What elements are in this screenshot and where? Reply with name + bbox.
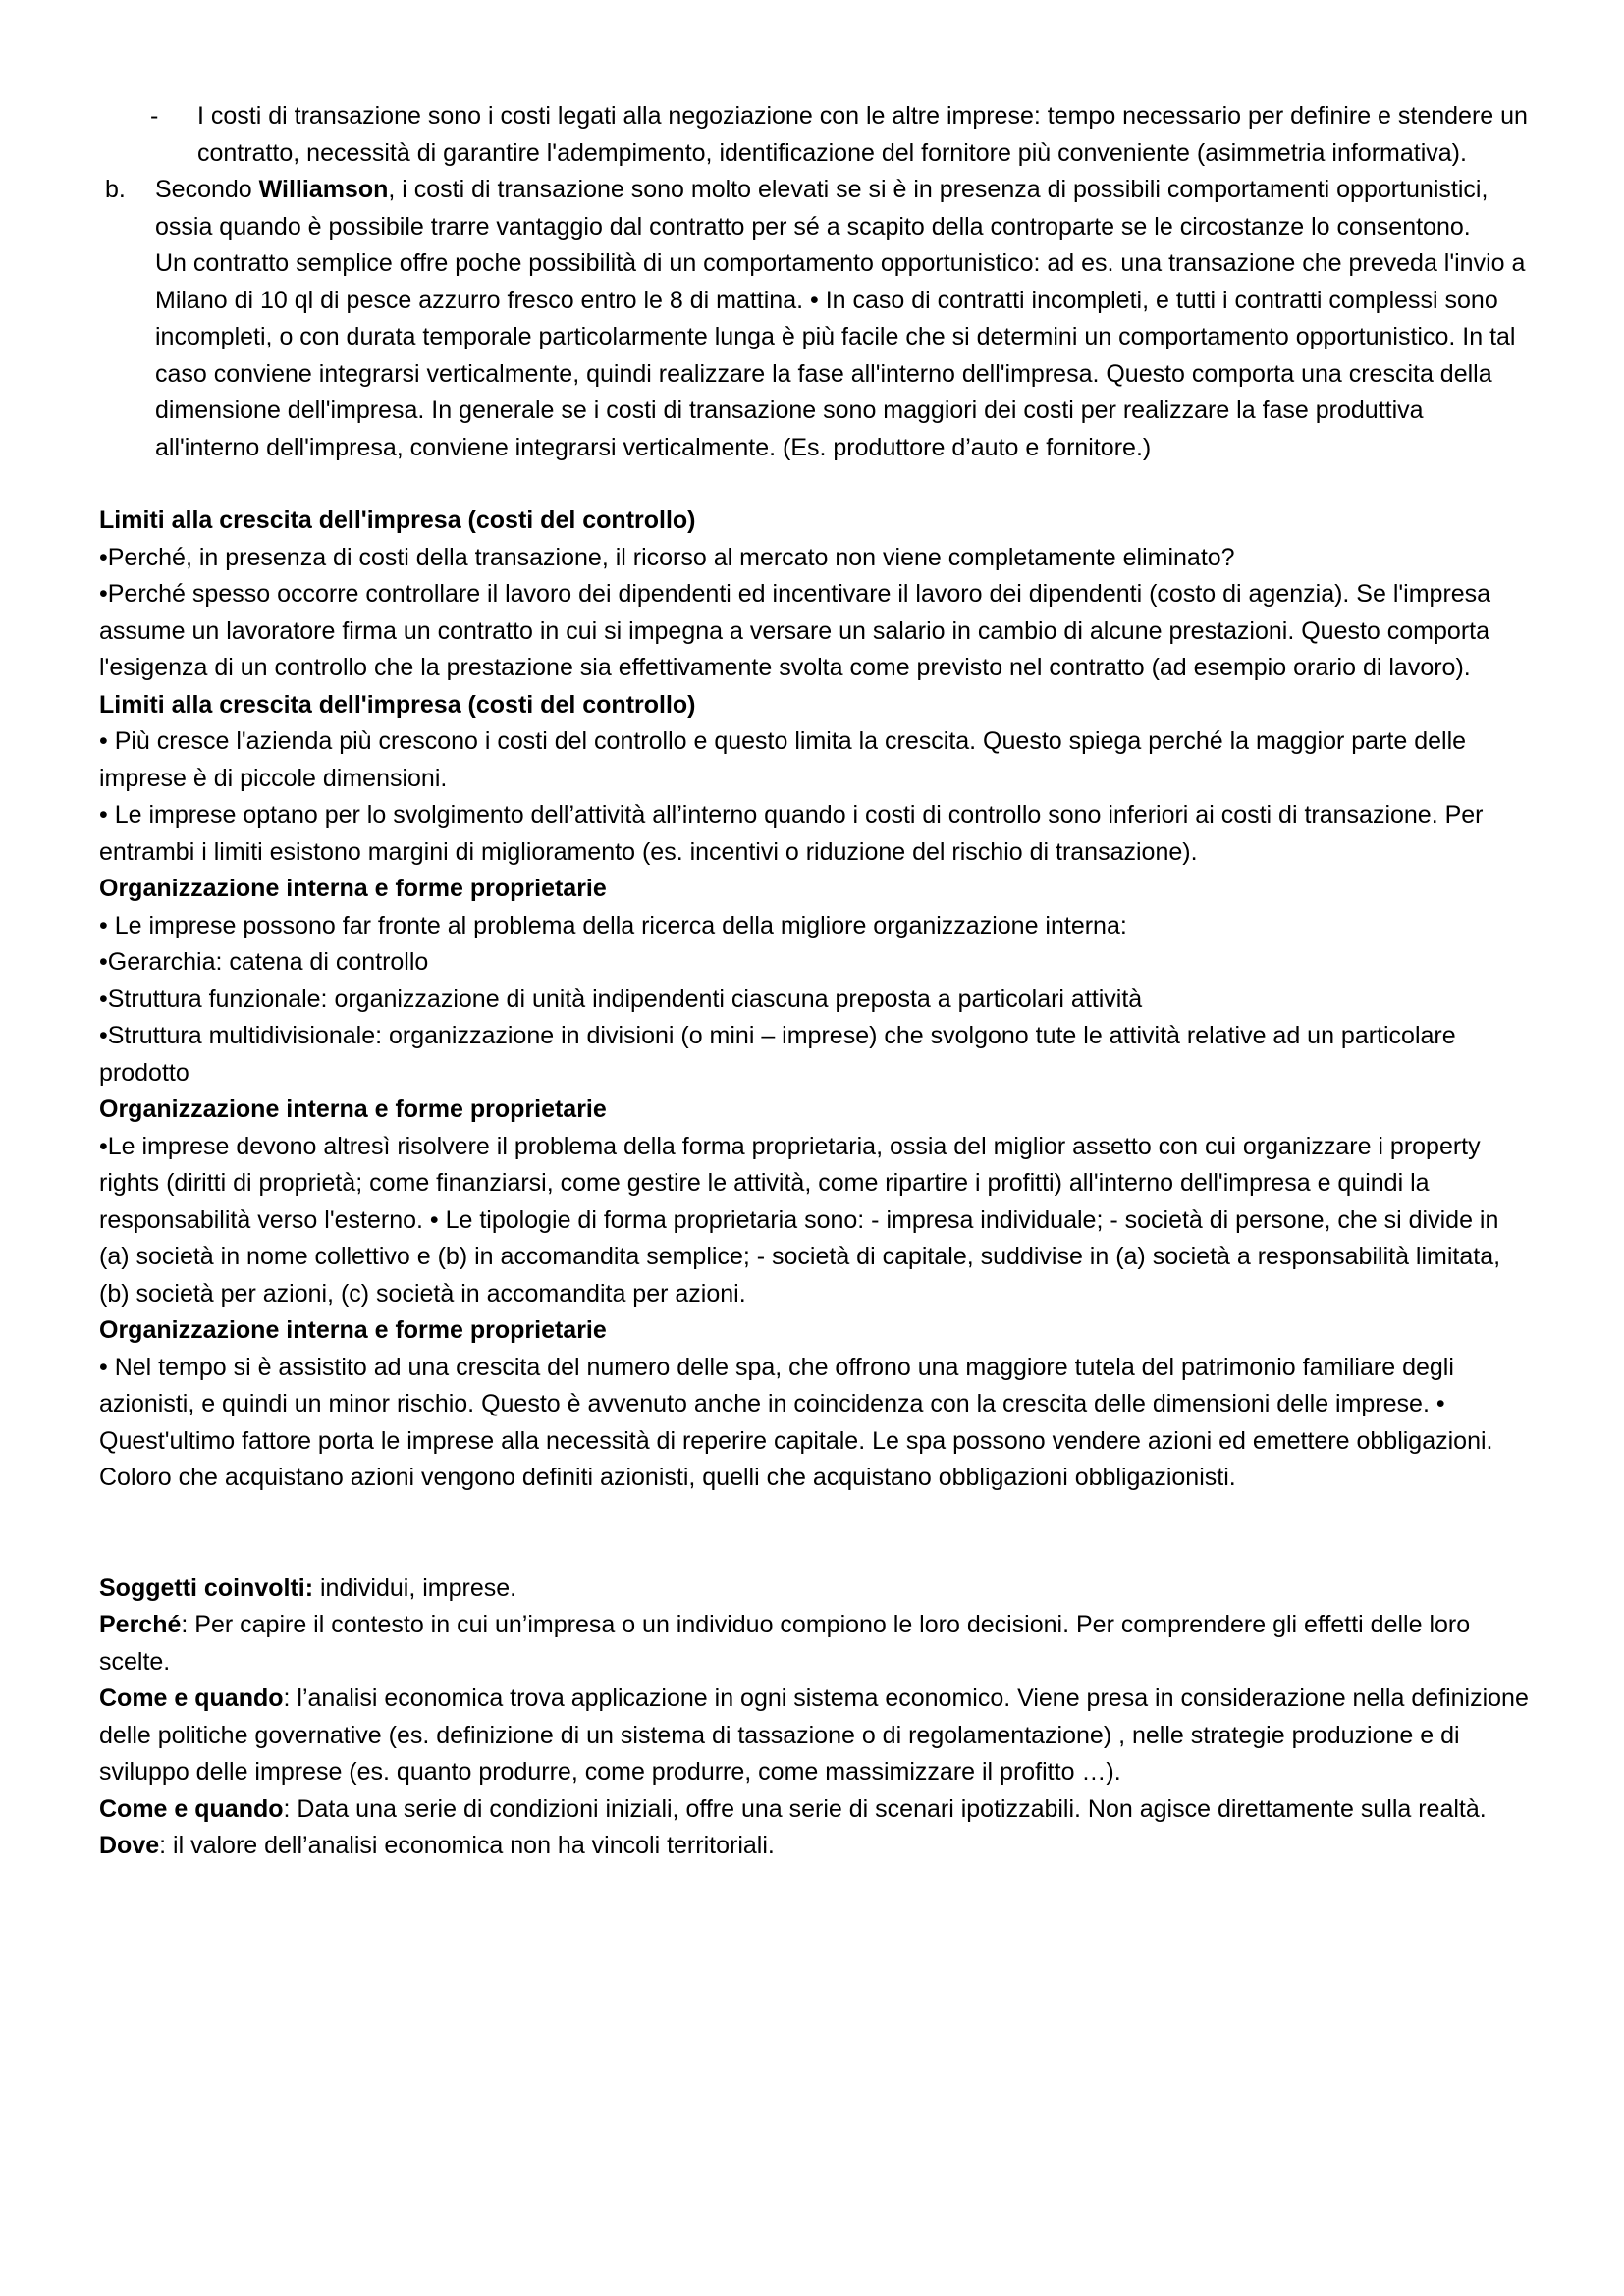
- summary-text: : Data una serie di condizioni iniziali, offre una serie di scenari ipotizzabili. Non agisce direttamente sulla realtà.: [283, 1794, 1487, 1823]
- paragraph: •Perché, in presenza di costi della transazione, il ricorso al mercato non viene completamente eliminato?: [99, 543, 1235, 571]
- list-item-text-pre: Secondo: [155, 176, 259, 203]
- section-heading-org-2: Organizzazione interna e forme proprietarie: [99, 1095, 607, 1123]
- paragraph: • Nel tempo si è assistito ad una crescita del numero delle spa, che offrono una maggiore tutela del patrimonio familiare degli azionisti, e quindi un minor rischio. Questo è avvenuto anche in coincidenza con la crescita delle dimensioni delle imprese. • Quest'ultimo fattore porta le imprese alla necessità di reperire capitale. Le spa possono vendere azioni ed emettere obbligazioni. Coloro che acquistano azioni vengono definiti azionisti, quelli che acquistano obbligazioni obbligazionisti.: [99, 1353, 1493, 1491]
- paragraph: •Perché spesso occorre controllare il lavoro dei dipendenti ed incentivare il lavoro dei dipendenti (costo di agenzia). Se l'impresa assume un lavoratore firma un contratto in cui si impegna a versare un salario in cambio di alcune prestazioni. Questo comporta l'esigenza di un controllo che la prestazione sia effettivamente svolta come previsto nel contratto (ad esempio orario di lavoro).: [99, 580, 1491, 681]
- author-name: Williamson: [258, 176, 389, 203]
- summary-come-quando-1: [99, 1681, 1533, 1791]
- paragraph: • Le imprese possono far fronte al problema della ricerca della migliore organizzazione interna:: [99, 911, 1127, 939]
- summary-perche: [99, 1607, 1533, 1681]
- summary-label: Come e quando: [99, 1794, 284, 1823]
- summary-label: Soggetti coinvolti:: [99, 1574, 314, 1602]
- summary-text: : Per capire il contesto in cui un’impresa o un individuo compiono le loro decisioni. Per comprendere gli effetti delle loro scelte.: [99, 1611, 1471, 1676]
- paragraph: • Più cresce l'azienda più crescono i costi del controllo e questo limita la crescita. Questo spiega perché la maggior parte delle imprese è di piccole dimensioni.: [99, 727, 1467, 792]
- summary-text: : l’analisi economica trova applicazione in ogni sistema economico. Viene presa in considerazione nella definizione delle politiche governative (es. definizione di un sistema di tassazione o di regolamentazione) , nelle strategie produzione e di sviluppo delle imprese (es. quanto produrre, come produrre, come massimizzare il profitto …).: [99, 1684, 1529, 1786]
- paragraph: •Struttura funzionale: organizzazione di unità indipendenti ciascuna preposta a particolari attività: [99, 985, 1143, 1013]
- list-marker-b: b.: [105, 176, 126, 203]
- paragraph: •Struttura multidivisionale: organizzazione in divisioni (o mini – imprese) che svolgono tute le attività relative ad un particolare prodotto: [99, 1022, 1456, 1087]
- paragraph: •Le imprese devono altresì risolvere il problema della forma proprietaria, ossia del miglior assetto con cui organizzare i property rights (diritti di proprietà; come finanziarsi, come gestire le attività, come ripartire i profitti) all'interno dell'impresa e quindi la responsabilità verso l'esterno. • Le tipologie di forma proprietaria sono: - impresa individuale; - società di persone, che si divide in (a) società in nome collettivo e (b) in accomandita semplice; - società di capitale, suddivise in (a) società a responsabilità limitata, (b) società per azioni, (c) società in accomandita per azioni.: [99, 1132, 1501, 1308]
- summary-label: Dove: [99, 1832, 160, 1859]
- section-heading-limiti-1: Limiti alla crescita dell'impresa (costi del controllo): [99, 507, 696, 534]
- list-item-continuation: Un contratto semplice offre poche possibilità di un comportamento opportunistico: ad es. una transazione che preveda l'invio a Milano di 10 ql di pesce azzurro fresco entro le 8 di mattina. • In caso di contratti incompleti, e tutti i contratti complessi sono incompleti, o con durata temporale particolarmente lunga è più facile che si determini un comportamento opportunistico. In tal caso conviene integrarsi verticalmente, quindi realizzare la fase all'interno dell'impresa. Questo comporta una crescita della dimensione dell'impresa. In generale se i costi di transazione sono maggiori dei costi per realizzare la fase produttiva all'interno dell'impresa, conviene integrarsi verticalmente. (Es. produttore d’auto e fornitore.): [155, 249, 1526, 461]
- list-item-text: I costi di transazione sono i costi legati alla negoziazione con le altre imprese: tempo necessario per definire e stendere un contratto, necessità di garantire l'adempimento, identificazione del fornitore più conveniente (asimmetria informativa).: [197, 102, 1528, 167]
- list-item-transaction-costs: [99, 98, 1533, 172]
- list-item-williamson: [99, 172, 1533, 245]
- section-heading-org-1: Organizzazione interna e forme proprietarie: [99, 875, 607, 902]
- list-item-text-post: , i costi di transazione sono molto elevati se si è in presenza di possibili comportamenti opportunistici, ossia quando è possibile trarre vantaggio dal contratto per sé a scapito della controparte se le circostanze lo consentono.: [155, 176, 1489, 240]
- list-marker-dash: -: [150, 102, 159, 130]
- document-page: [99, 98, 1533, 1865]
- paragraph: • Le imprese optano per lo svolgimento dell’attività all’interno quando i costi di controllo sono inferiori ai costi di transazione. Per entrambi i limiti esistono margini di miglioramento (es. incentivi o riduzione del rischio di transazione).: [99, 801, 1484, 866]
- summary-text: : il valore dell’analisi economica non ha vincoli territoriali.: [159, 1832, 775, 1859]
- paragraph: •Gerarchia: catena di controllo: [99, 948, 429, 976]
- section-heading-org-3: Organizzazione interna e forme proprietarie: [99, 1316, 607, 1344]
- summary-soggetti: [99, 1571, 1533, 1608]
- summary-come-quando-2: [99, 1791, 1533, 1829]
- summary-dove: [99, 1828, 1533, 1865]
- summary-text: individui, imprese.: [313, 1574, 517, 1602]
- summary-label: Perché: [99, 1611, 182, 1638]
- summary-label: Come e quando: [99, 1684, 284, 1712]
- section-heading-limiti-2: Limiti alla crescita dell'impresa (costi del controllo): [99, 690, 696, 719]
